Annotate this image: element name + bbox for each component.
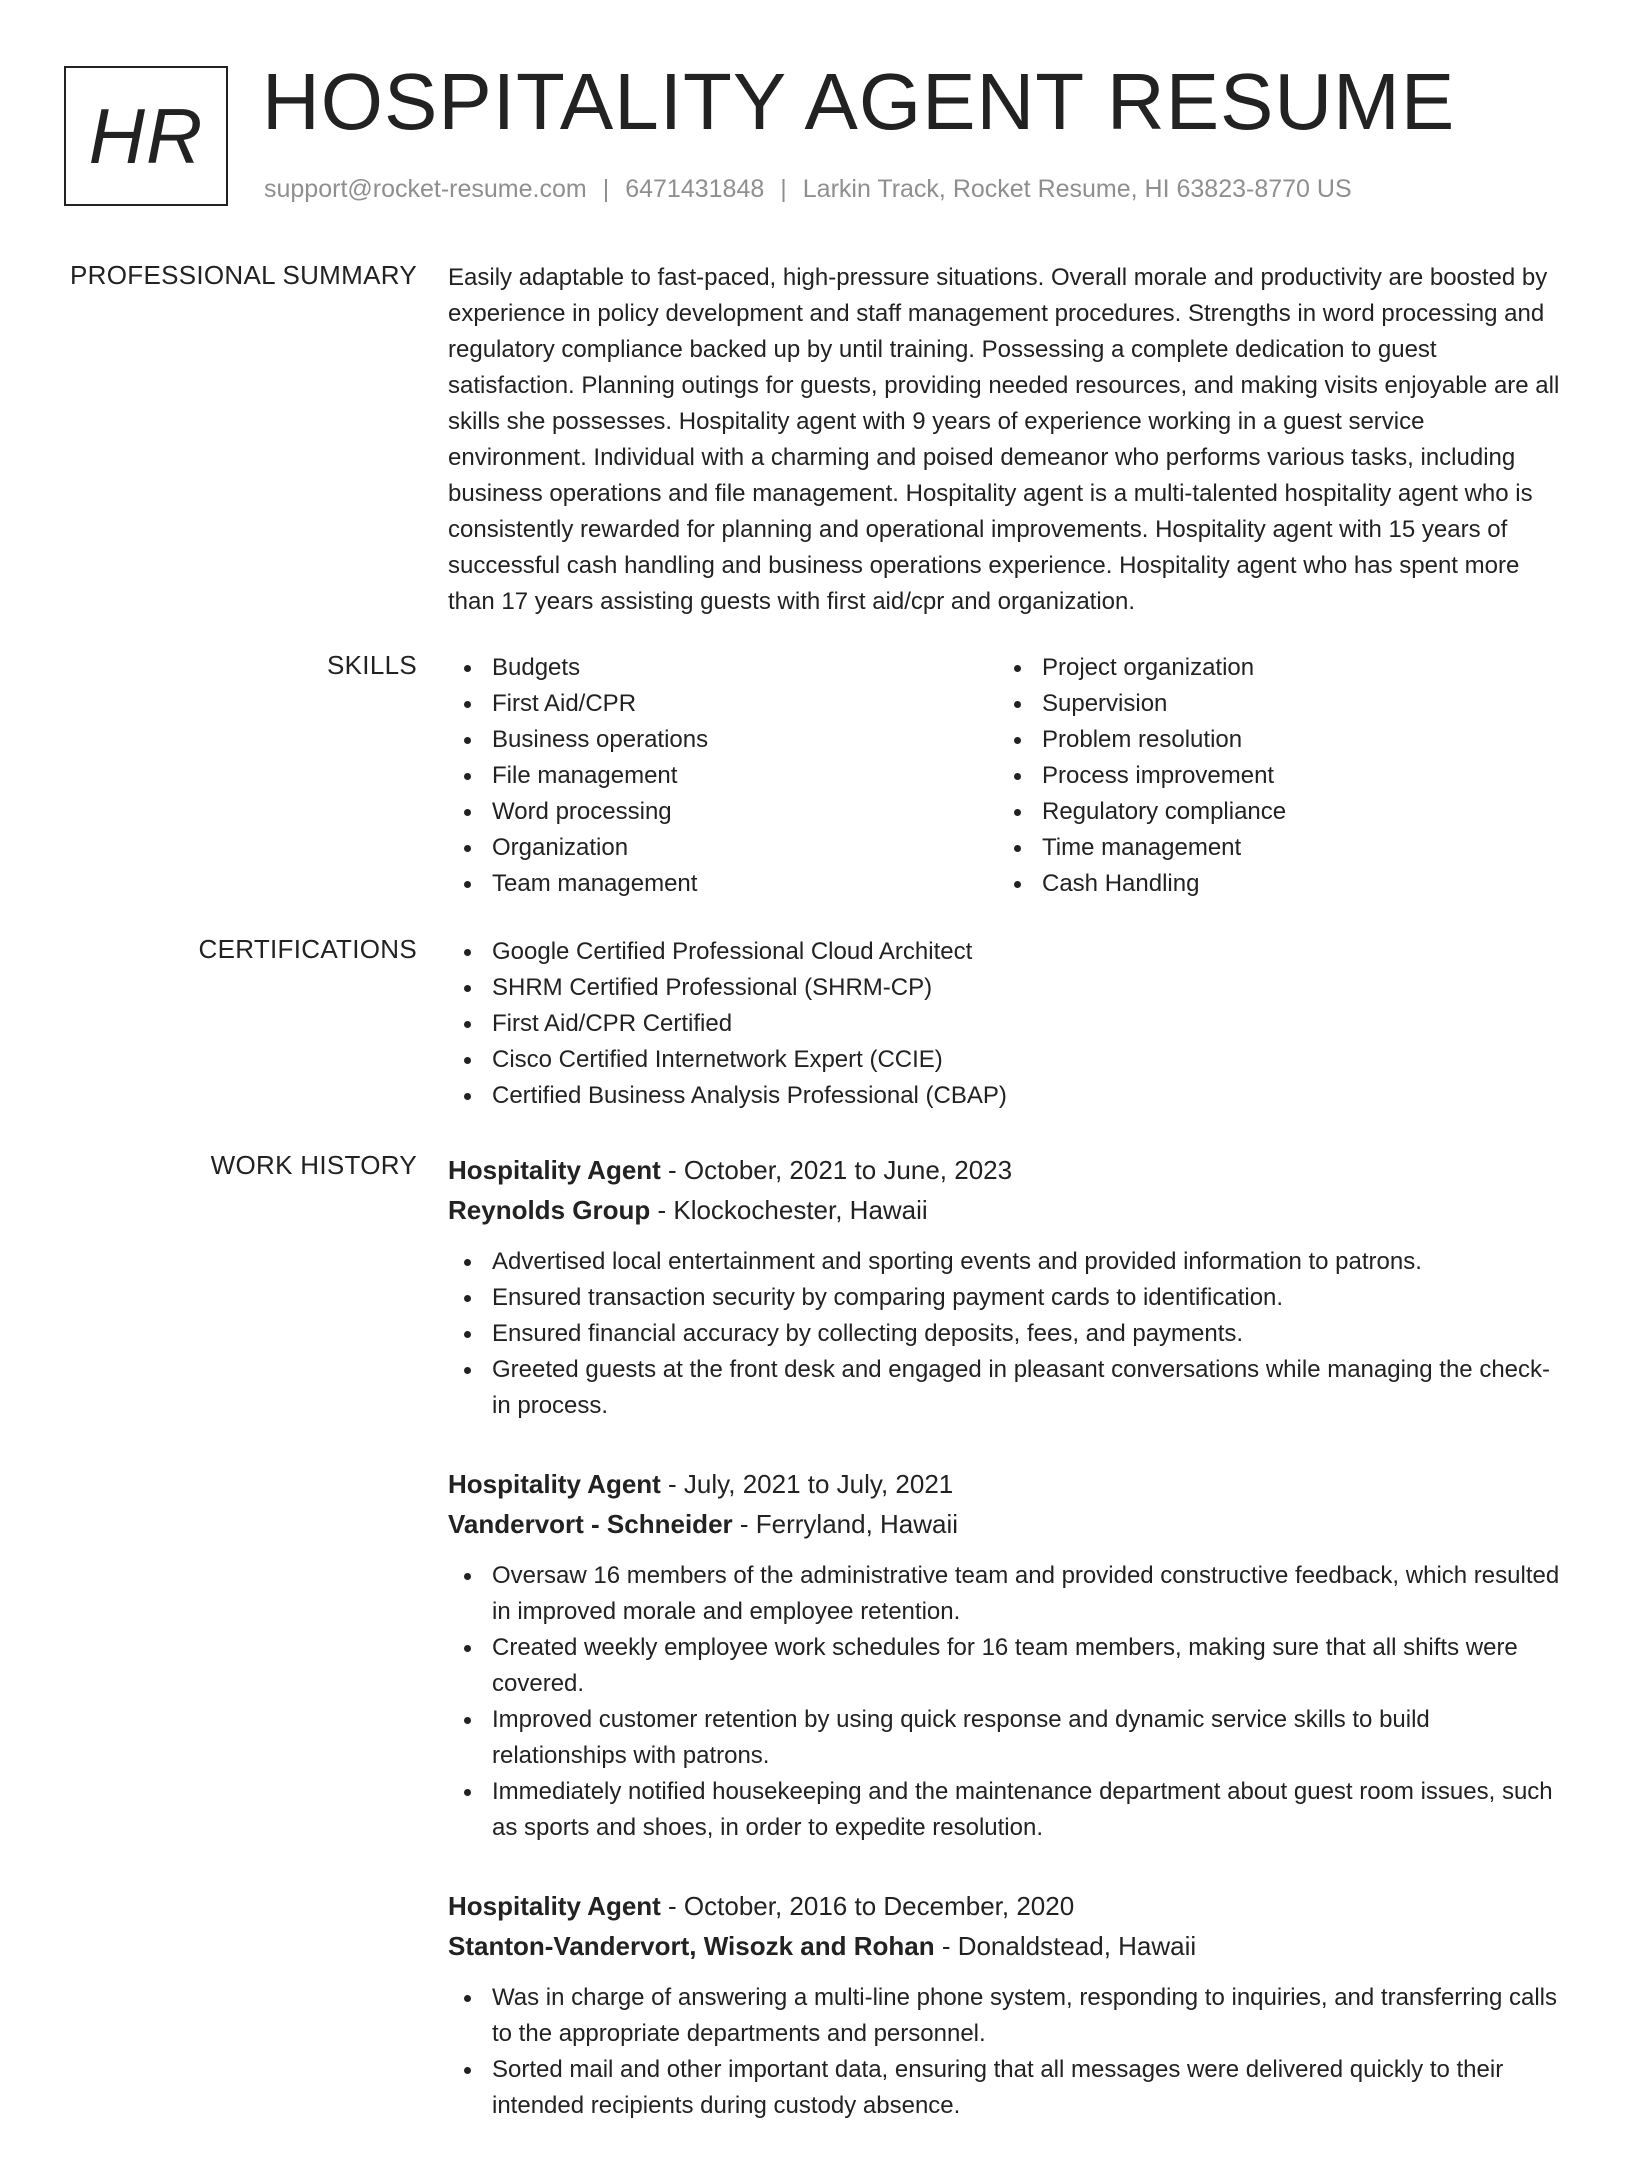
job-company: Vandervort - Schneider	[448, 1509, 733, 1539]
job-company: Stanton-Vandervort, Wisozk and Rohan	[448, 1931, 935, 1961]
job-location: - Klockochester, Hawaii	[650, 1195, 928, 1225]
skills-right-list	[998, 650, 1548, 902]
skill-item: Cash Handling	[998, 866, 1548, 902]
resume-title: HOSPITALITY AGENT RESUME	[262, 57, 1456, 146]
job-location: - Donaldstead, Hawaii	[934, 1931, 1197, 1961]
certifications-list	[448, 934, 1568, 1114]
section-label-skills: SKILLS	[327, 650, 417, 680]
skill-item: Project organization	[998, 650, 1548, 686]
skills-left-list	[448, 650, 998, 902]
contact-address: Larkin Track, Rocket Resume, HI 63823-8770 US	[802, 175, 1352, 203]
section-label-summary: PROFESSIONAL SUMMARY	[70, 260, 417, 290]
job-company-line	[448, 1504, 1568, 1544]
skill-item: Time management	[998, 830, 1548, 866]
job-bullet: Greeted guests at the front desk and engaged in pleasant conversations while managing the check-in process.	[448, 1352, 1568, 1424]
skill-item: Problem resolution	[998, 722, 1548, 758]
section-label-work-history: WORK HISTORY	[210, 1150, 417, 1180]
job-bullet: Sorted mail and other important data, ensuring that all messages were delivered quickly to their intended recipients during custody absence.	[448, 2052, 1568, 2124]
job-dates: - July, 2021 to July, 2021	[660, 1469, 954, 1499]
job-bullet: Was in charge of answering a multi-line phone system, responding to inquiries, and transferring calls to the appropriate departments and personnel.	[448, 1980, 1568, 2052]
contact-email[interactable]: support@rocket-resume.com	[264, 175, 587, 203]
contact-line	[264, 175, 1352, 204]
job-bullet: Created weekly employee work schedules for 16 team members, making sure that all shifts were covered.	[448, 1630, 1568, 1702]
contact-separator: |	[780, 175, 787, 203]
job-bullets	[448, 1244, 1568, 1424]
job-bullet: Immediately notified housekeeping and the maintenance department about guest room issues, such as sports and shoes, in order to expedite resolution.	[448, 1774, 1568, 1846]
job-bullets	[448, 1558, 1568, 1846]
job-title-line	[448, 1886, 1568, 1926]
job-bullet: Improved customer retention by using quick response and dynamic service skills to build relationships with patrons.	[448, 1702, 1568, 1774]
job-title: Hospitality Agent	[448, 1891, 661, 1921]
certification-item: SHRM Certified Professional (SHRM-CP)	[448, 970, 1568, 1006]
job-title: Hospitality Agent	[448, 1155, 661, 1185]
job-dates: - October, 2021 to June, 2023	[660, 1155, 1013, 1185]
job-bullet: Advertised local entertainment and sporting events and provided information to patrons.	[448, 1244, 1568, 1280]
certification-item: First Aid/CPR Certified	[448, 1006, 1568, 1042]
job-company-line	[448, 1190, 1568, 1230]
skill-item: Organization	[448, 830, 998, 866]
job-title: Hospitality Agent	[448, 1469, 661, 1499]
job-entry	[448, 1886, 1568, 2124]
jobs-container	[448, 1150, 1568, 2164]
skill-item: First Aid/CPR	[448, 686, 998, 722]
job-bullets	[448, 1980, 1568, 2124]
contact-phone[interactable]: 6471431848	[625, 175, 765, 203]
section-label-certifications: CERTIFICATIONS	[198, 934, 417, 964]
skill-item: Budgets	[448, 650, 998, 686]
job-bullet: Ensured financial accuracy by collecting deposits, fees, and payments.	[448, 1316, 1568, 1352]
job-company: Reynolds Group	[448, 1195, 651, 1225]
certification-item: Certified Business Analysis Professional (CBAP)	[448, 1078, 1568, 1114]
skill-item: Team management	[448, 866, 998, 902]
skill-item: Business operations	[448, 722, 998, 758]
job-bullet: Ensured transaction security by comparing payment cards to identification.	[448, 1280, 1568, 1316]
job-entry	[448, 1150, 1568, 1424]
skill-item: Supervision	[998, 686, 1548, 722]
job-title-line	[448, 1150, 1568, 1190]
certification-item: Google Certified Professional Cloud Architect	[448, 934, 1568, 970]
contact-separator: |	[602, 175, 610, 203]
skill-item: File management	[448, 758, 998, 794]
job-bullet: Oversaw 16 members of the administrative team and provided constructive feedback, which resulted in improved morale and employee retention.	[448, 1558, 1568, 1630]
job-entry	[448, 1464, 1568, 1846]
job-title-line	[448, 1464, 1568, 1504]
job-dates: - October, 2016 to December, 2020	[660, 1891, 1075, 1921]
skill-item: Word processing	[448, 794, 998, 830]
monogram-logo: HR	[64, 66, 228, 206]
job-company-line	[448, 1926, 1568, 1966]
summary-text: Easily adaptable to fast-paced, high-pressure situations. Overall morale and productivity are boosted by experience in policy development and staff management procedures. Strengths in word processing and regulatory compliance backed up by until training. Possessing a complete dedication to guest satisfaction. Planning outings for guests, providing needed resources, and making visits enjoyable are all skills she possesses. Hospitality agent with 9 years of experience working in a guest service environment. Individual with a charming and poised demeanor who performs various tasks, including business operations and file management. Hospitality agent is a multi-talented hospitality agent who is consistently rewarded for planning and operational improvements. Hospitality agent with 15 years of successful cash handling and business operations experience. Hospitality agent who has spent more than 17 years assisting guests with first aid/cpr and organization.	[448, 264, 1560, 615]
certification-item: Cisco Certified Internetwork Expert (CCIE)	[448, 1042, 1568, 1078]
job-location: - Ferryland, Hawaii	[732, 1509, 959, 1539]
skill-item: Regulatory compliance	[998, 794, 1548, 830]
skill-item: Process improvement	[998, 758, 1548, 794]
